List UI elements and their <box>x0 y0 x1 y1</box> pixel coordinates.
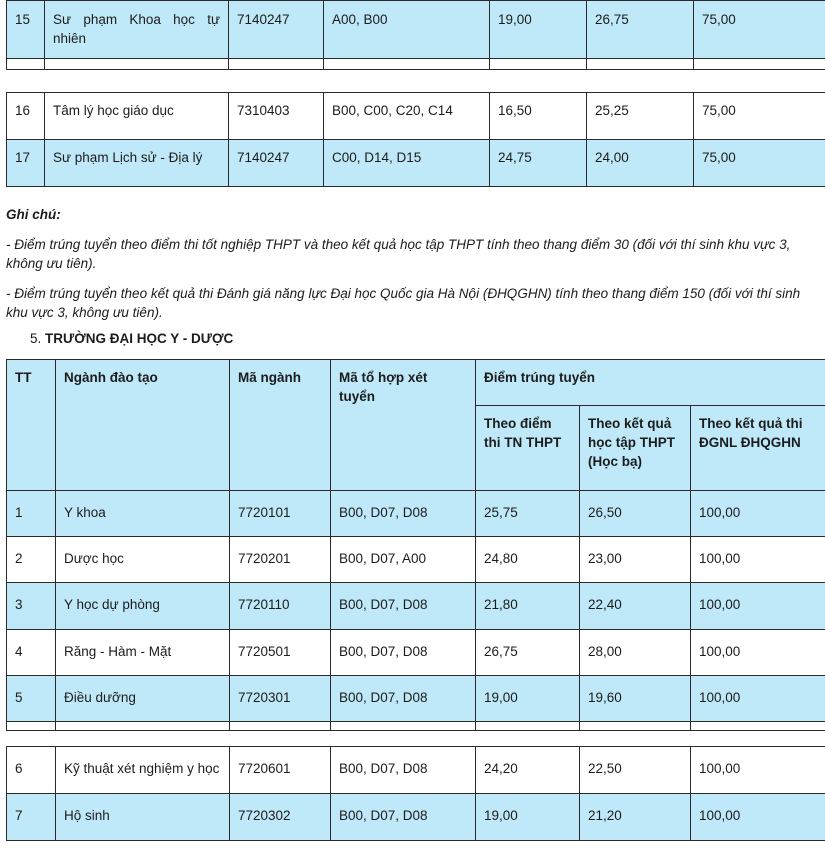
cell-diem-thpt: 21,80 <box>476 583 580 630</box>
cell-nganh: Kỹ thuật xét nghiệm y học <box>56 747 230 794</box>
cell-diem-hoc-ba: 25,25 <box>587 93 694 140</box>
note-line-1: - Điểm trúng tuyển theo điểm thi tốt nghiệp THPT và theo kết quả học tập THPT tính theo thang điểm 30 (đối với thí sinh khu vực 3, không ưu tiên). <box>6 237 791 271</box>
cell-diem-thpt: 16,50 <box>490 93 587 140</box>
header-to-hop: Mã tổ hợp xét tuyển <box>331 360 476 491</box>
cell-nganh: Răng - Hàm - Mặt <box>56 630 230 676</box>
header-diem-hoc-ba: Theo kết quả học tập THPT (Học bạ) <box>580 406 691 491</box>
cell-to-hop: B00, C00, C20, C14 <box>324 93 490 140</box>
table-row <box>7 794 825 841</box>
cell-diem-thpt: 26,75 <box>476 630 580 676</box>
table-row <box>7 93 825 140</box>
cell-nganh: Dược học <box>56 537 230 583</box>
section-title: TRƯỜNG ĐẠI HỌC Y - DƯỢC <box>45 331 234 346</box>
notes-title: Ghi chú: <box>6 207 61 222</box>
cell-diem-dgnl: 100,00 <box>691 491 825 537</box>
table-row <box>7 1 825 59</box>
cell-diem-dgnl: 75,00 <box>694 1 825 59</box>
cell-diem-hoc-ba: 23,00 <box>580 537 691 583</box>
cell-diem-dgnl: 75,00 <box>694 140 825 187</box>
cell-to-hop: B00, D07, D08 <box>331 794 476 841</box>
cell-to-hop: B00, D07, D08 <box>331 491 476 537</box>
cell-nganh: Sư phạm Lịch sử - Địa lý <box>45 140 229 187</box>
cell-diem-thpt: 24,80 <box>476 537 580 583</box>
cell-nganh: Sư phạm Khoa học tự nhiên <box>45 1 229 59</box>
cell-ma-nganh: 7310403 <box>229 93 324 140</box>
cell-diem-dgnl: 75,00 <box>694 93 825 140</box>
cell-tt: 15 <box>7 1 45 59</box>
cell-diem-thpt: 24,75 <box>490 140 587 187</box>
table-row <box>7 676 825 722</box>
cell-tt: 1 <box>7 491 56 537</box>
table-row <box>7 537 825 583</box>
cell-diem-thpt: 19,00 <box>490 1 587 59</box>
cell-diem-thpt: 19,00 <box>476 676 580 722</box>
cell-tt: 17 <box>7 140 45 187</box>
header-nganh: Ngành đào tạo <box>56 360 230 491</box>
cell-tt: 16 <box>7 93 45 140</box>
cell-diem-dgnl: 100,00 <box>691 794 825 841</box>
cell-to-hop: C00, D14, D15 <box>324 140 490 187</box>
cell-ma-nganh: 7140247 <box>229 1 324 59</box>
cell-tt: 4 <box>7 630 56 676</box>
cell-tt: 3 <box>7 583 56 630</box>
cell-to-hop: B00, D07, D08 <box>331 676 476 722</box>
cell-diem-hoc-ba: 24,00 <box>587 140 694 187</box>
cell-nganh: Tâm lý học giáo dục <box>45 93 229 140</box>
table-row <box>7 630 825 676</box>
table-row <box>7 491 825 537</box>
section-heading <box>30 331 233 346</box>
cell-diem-thpt: 25,75 <box>476 491 580 537</box>
cell-ma-nganh: 7720302 <box>230 794 331 841</box>
table-row <box>7 747 825 794</box>
cell-nganh: Điều dưỡng <box>56 676 230 722</box>
yd-admission-table <box>6 359 825 731</box>
cell-diem-hoc-ba: 26,75 <box>587 1 694 59</box>
header-tt: TT <box>7 360 56 491</box>
cell-diem-hoc-ba: 28,00 <box>580 630 691 676</box>
cell-ma-nganh: 7720501 <box>230 630 331 676</box>
cell-diem-hoc-ba: 19,60 <box>580 676 691 722</box>
cell-ma-nganh: 7720110 <box>230 583 331 630</box>
section-number: 5. <box>30 331 42 346</box>
cell-ma-nganh: 7140247 <box>229 140 324 187</box>
table-gap-row <box>7 722 825 731</box>
cell-to-hop: B00, D07, A00 <box>331 537 476 583</box>
header-diem-trung-tuyen: Điểm trúng tuyển <box>476 360 825 406</box>
table-row <box>7 140 825 187</box>
note-line-2: - Điểm trúng tuyển theo kết quả thi Đánh giá năng lực Đại học Quốc gia Hà Nội (ĐHQGHN) tính theo thang điểm 150 (đối với thí sinh khu vực 3, không ưu tiên). <box>6 286 801 320</box>
admission-table-continued-2 <box>6 92 825 187</box>
cell-diem-dgnl: 100,00 <box>691 630 825 676</box>
cell-diem-dgnl: 100,00 <box>691 583 825 630</box>
cell-nganh: Hộ sinh <box>56 794 230 841</box>
cell-diem-dgnl: 100,00 <box>691 676 825 722</box>
header-row <box>7 360 825 406</box>
cell-diem-thpt: 19,00 <box>476 794 580 841</box>
cell-nganh: Y khoa <box>56 491 230 537</box>
cell-tt: 2 <box>7 537 56 583</box>
header-ma-nganh: Mã ngành <box>230 360 331 491</box>
cell-tt: 7 <box>7 794 56 841</box>
cell-diem-dgnl: 100,00 <box>691 747 825 794</box>
cell-ma-nganh: 7720301 <box>230 676 331 722</box>
cell-nganh: Y học dự phòng <box>56 583 230 630</box>
cell-tt: 6 <box>7 747 56 794</box>
cell-to-hop: B00, D07, D08 <box>331 747 476 794</box>
cell-diem-dgnl: 100,00 <box>691 537 825 583</box>
cell-diem-hoc-ba: 21,20 <box>580 794 691 841</box>
table-row <box>7 583 825 630</box>
header-diem-dgnl: Theo kết quả thi ĐGNL ĐHQGHN <box>691 406 825 491</box>
cell-to-hop: A00, B00 <box>324 1 490 59</box>
cell-ma-nganh: 7720601 <box>230 747 331 794</box>
cell-ma-nganh: 7720201 <box>230 537 331 583</box>
yd-admission-table-continued <box>6 746 825 841</box>
cell-to-hop: B00, D07, D08 <box>331 630 476 676</box>
admission-table-continued <box>6 0 825 70</box>
table-gap-row <box>7 59 825 70</box>
header-diem-thpt: Theo điểm thi TN THPT <box>476 406 580 491</box>
cell-ma-nganh: 7720101 <box>230 491 331 537</box>
cell-diem-thpt: 24,20 <box>476 747 580 794</box>
cell-diem-hoc-ba: 26,50 <box>580 491 691 537</box>
cell-to-hop: B00, D07, D08 <box>331 583 476 630</box>
cell-diem-hoc-ba: 22,50 <box>580 747 691 794</box>
cell-diem-hoc-ba: 22,40 <box>580 583 691 630</box>
cell-tt: 5 <box>7 676 56 722</box>
